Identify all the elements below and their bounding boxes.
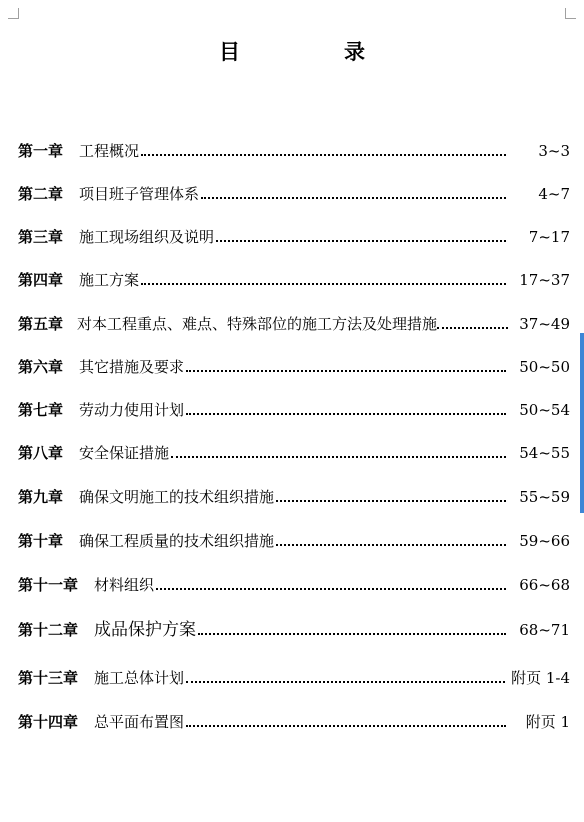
chapter-number: 第九章: [18, 488, 64, 506]
chapter-title: 施工现场组织及说明: [79, 228, 215, 246]
page-range: 3~3: [538, 142, 570, 160]
chapter-title: 项目班子管理体系: [79, 185, 200, 203]
dot-leader: [216, 239, 506, 242]
toc-entry[interactable]: [18, 183, 570, 205]
dot-leader: [276, 543, 506, 546]
page-range: 50~50: [519, 358, 570, 376]
toc-entry[interactable]: [18, 356, 570, 378]
dot-leader: [437, 326, 508, 329]
chapter-number: 第八章: [18, 444, 64, 462]
chapter-title: 总平面布置图: [94, 713, 185, 731]
chapter-number: 第十二章: [18, 621, 79, 639]
toc-entry[interactable]: [18, 711, 570, 733]
toc-entry[interactable]: [18, 667, 570, 689]
chapter-title: 安全保证措施: [79, 444, 170, 462]
chapter-number: 第四章: [18, 271, 64, 289]
chapter-title: 施工总体计划: [94, 669, 185, 687]
toc-entry[interactable]: [18, 140, 570, 162]
dot-leader: [156, 587, 506, 590]
chapter-number: 第七章: [18, 401, 64, 419]
chapter-number: 第十一章: [18, 576, 79, 594]
dot-leader: [141, 153, 506, 156]
dot-leader: [276, 499, 506, 502]
page-range: 17~37: [519, 271, 570, 289]
chapter-title: 确保工程质量的技术组织措施: [79, 532, 275, 550]
chapter-title: 成品保护方案: [94, 620, 197, 640]
toc-entry[interactable]: [18, 399, 570, 421]
chapter-number: 第二章: [18, 185, 64, 203]
dot-leader: [186, 724, 506, 727]
chapter-title: 工程概况: [79, 142, 140, 160]
toc-entry[interactable]: [18, 442, 570, 464]
dot-leader: [141, 282, 506, 285]
page-range: 66~68: [519, 576, 570, 594]
chapter-title: 劳动力使用计划: [79, 401, 185, 419]
chapter-title: 对本工程重点、难点、特殊部位的施工方法及处理措施: [77, 315, 438, 333]
page-range: 54~55: [519, 444, 570, 462]
dot-leader: [186, 412, 506, 415]
title-char-1: 目: [219, 39, 240, 64]
toc-entry[interactable]: [18, 619, 570, 641]
page-range: 附页 1: [525, 713, 570, 731]
dot-leader: [186, 680, 505, 683]
dot-leader: [201, 196, 506, 199]
page-range: 68~71: [519, 621, 570, 639]
chapter-number: 第十章: [18, 532, 64, 550]
toc-entry[interactable]: [18, 486, 570, 508]
chapter-number: 第六章: [18, 358, 64, 376]
chapter-number: 第十三章: [18, 669, 79, 687]
page-range: 50~54: [519, 401, 570, 419]
page-range: 55~59: [519, 488, 570, 506]
page-range: 7~17: [528, 228, 570, 246]
scroll-indicator[interactable]: [580, 333, 584, 513]
toc-entry[interactable]: [18, 226, 570, 248]
chapter-number: 第十四章: [18, 713, 79, 731]
toc-entry[interactable]: [18, 530, 570, 552]
page-range: 附页 1-4: [511, 669, 570, 687]
toc-entry[interactable]: [18, 313, 570, 335]
page-range: 59~66: [519, 532, 570, 550]
chapter-title: 确保文明施工的技术组织措施: [79, 488, 275, 506]
page-corner-mark: [8, 8, 19, 19]
chapter-title: 其它措施及要求: [79, 358, 185, 376]
chapter-title: 材料组织: [94, 576, 155, 594]
dot-leader: [171, 455, 506, 458]
page-range: 4~7: [538, 185, 570, 203]
toc-entry[interactable]: [18, 574, 570, 596]
toc-entry[interactable]: [18, 269, 570, 291]
chapter-number: 第三章: [18, 228, 64, 246]
dot-leader: [198, 632, 506, 635]
page-title: [0, 36, 584, 66]
dot-leader: [186, 369, 506, 372]
chapter-number: 第一章: [18, 142, 64, 160]
chapter-title: 施工方案: [79, 271, 140, 289]
page-corner-mark: [565, 8, 576, 19]
chapter-number: 第五章: [18, 315, 64, 333]
title-char-2: 录: [344, 39, 365, 64]
page-range: 37~49: [519, 315, 570, 333]
